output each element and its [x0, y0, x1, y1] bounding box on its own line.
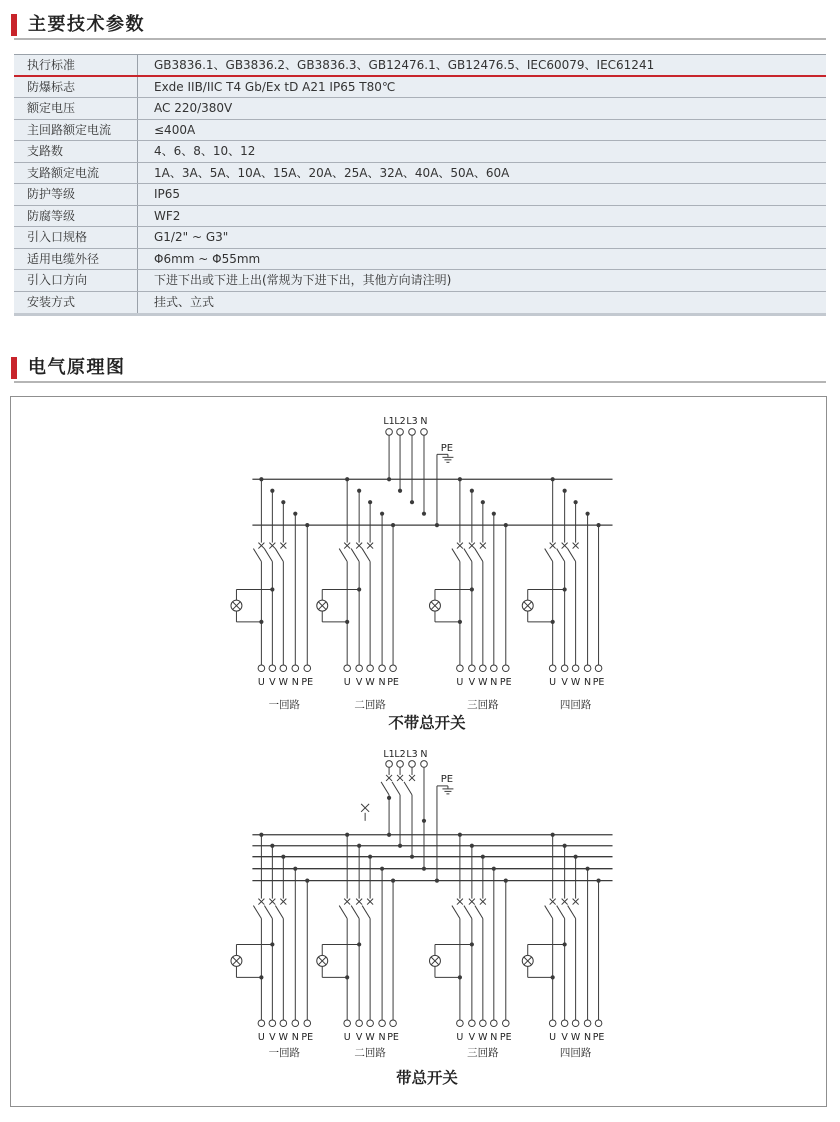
row-label: 引入口方向 [14, 270, 138, 291]
svg-text:V: V [269, 1032, 276, 1044]
row-value: 1A、3A、5A、10A、15A、20A、25A、32A、40A、50A、60A [154, 165, 510, 180]
row-value: GB3836.1、GB3836.2、GB3836.3、GB12476.1、GB12476.5、IEC60079、IEC61241 [154, 58, 655, 72]
row-value: IP65 [154, 187, 181, 201]
svg-text:L1: L1 [383, 415, 395, 427]
row-label: 支路数 [14, 141, 138, 162]
section-divider [14, 38, 826, 40]
circuit-label: 一回路 [268, 699, 301, 712]
svg-text:U: U [549, 677, 557, 689]
svg-text:N: N [378, 1032, 386, 1044]
table-row [14, 77, 826, 99]
svg-text:W: W [278, 1032, 289, 1044]
svg-text:N: N [490, 677, 498, 689]
svg-text:V: V [468, 677, 476, 689]
section-accent-bar [11, 357, 17, 379]
svg-text:L2: L2 [394, 415, 406, 427]
table-row [14, 206, 826, 228]
row-label: 额定电压 [14, 98, 138, 119]
svg-text:W: W [365, 677, 375, 689]
svg-text:U: U [257, 677, 265, 689]
row-value: AC 220/380V [154, 101, 233, 115]
circuit-label: 一回路 [268, 1047, 301, 1060]
table-row [14, 55, 826, 77]
svg-text:PE: PE [499, 677, 512, 689]
section-title-schematic: 电气原理图 [28, 357, 126, 378]
table-row [14, 292, 826, 314]
table-row [14, 120, 826, 142]
svg-text:V: V [355, 1032, 363, 1044]
svg-text:N: N [291, 1032, 299, 1044]
svg-text:PE: PE [387, 677, 399, 689]
svg-text:L3: L3 [406, 748, 418, 760]
svg-text:W: W [478, 1032, 488, 1044]
row-label: 引入口规格 [14, 227, 138, 248]
svg-text:L1: L1 [383, 748, 395, 760]
svg-text:U: U [456, 1032, 464, 1044]
row-label: 防腐等级 [14, 206, 138, 227]
schematic-box [10, 396, 827, 1107]
circuit-label: 三回路 [467, 699, 499, 712]
row-value: Exde IIB/IIC T4 Gb/Ex tD A21 IP65 T80℃ [154, 79, 396, 94]
svg-text:N: N [584, 677, 592, 689]
row-value: 下进下出或下进上出(常规为下进下出，其他方向请注明) [154, 273, 452, 287]
row-value: 4、6、8、10、12 [154, 144, 256, 158]
table-row [14, 163, 826, 185]
svg-text:V: V [561, 1032, 568, 1044]
svg-text:V: V [355, 677, 363, 689]
row-label: 支路额定电流 [14, 163, 138, 184]
diagram1-caption: 不带总开关 [388, 714, 466, 733]
svg-text:L3: L3 [406, 415, 418, 427]
diagram2-caption: 带总开关 [396, 1069, 458, 1088]
row-value: G1/2" ~ G3" [154, 230, 229, 244]
svg-text:V: V [269, 677, 276, 689]
circuit-label: 三回路 [467, 1047, 499, 1060]
table-row [14, 227, 826, 249]
section-title-parameters: 主要技术参数 [28, 14, 145, 35]
circuit-label: 二回路 [354, 1047, 386, 1060]
svg-text:W: W [278, 677, 289, 689]
row-value: ≤400A [154, 122, 196, 137]
svg-text:N: N [378, 677, 386, 689]
schematic-no-main-switch [231, 416, 613, 732]
circuit-label: 二回路 [354, 699, 386, 712]
svg-text:PE: PE [592, 677, 605, 689]
svg-text:V: V [468, 1032, 476, 1044]
row-label: 防护等级 [14, 184, 138, 205]
svg-text:U: U [257, 1032, 265, 1044]
svg-text:N: N [291, 677, 299, 689]
svg-text:N: N [584, 1032, 592, 1044]
section-header-parameters [11, 13, 827, 45]
schematic-with-main-switch [231, 749, 613, 1087]
row-label: 适用电缆外径 [14, 249, 138, 270]
svg-text:PE: PE [301, 1032, 314, 1044]
row-label: 防爆标志 [14, 77, 138, 98]
table-row [14, 141, 826, 163]
svg-text:U: U [343, 1032, 351, 1044]
svg-text:V: V [561, 677, 568, 689]
svg-text:U: U [549, 1032, 557, 1044]
svg-text:N: N [420, 415, 428, 427]
row-value: 挂式、立式 [154, 294, 215, 309]
row-value: WF2 [154, 208, 181, 223]
table-row [14, 249, 826, 271]
svg-text:W: W [365, 1032, 375, 1044]
svg-text:PE: PE [499, 1032, 512, 1044]
svg-text:PE: PE [387, 1032, 399, 1044]
row-value: Φ6mm ~ Φ55mm [154, 251, 261, 266]
svg-text:PE: PE [592, 1032, 605, 1044]
section-header-schematic [11, 356, 827, 388]
electrical-schematics [11, 397, 826, 1106]
svg-text:PE: PE [440, 773, 454, 785]
row-label: 执行标准 [14, 55, 138, 75]
spec-table [14, 54, 826, 316]
row-label: 安装方式 [14, 292, 138, 314]
svg-text:N: N [490, 1032, 498, 1044]
svg-text:U: U [456, 677, 464, 689]
table-row [14, 98, 826, 120]
circuit-label: 四回路 [559, 1047, 592, 1060]
circuit-label: 四回路 [559, 699, 592, 712]
svg-text:W: W [478, 677, 488, 689]
svg-text:W: W [570, 1032, 581, 1044]
svg-text:W: W [570, 677, 581, 689]
table-row [14, 270, 826, 292]
row-label: 主回路额定电流 [14, 120, 138, 141]
table-row [14, 184, 826, 206]
svg-text:L2: L2 [394, 748, 406, 760]
svg-text:PE: PE [301, 677, 314, 689]
section-accent-bar [11, 14, 17, 36]
section-divider [14, 381, 826, 383]
svg-text:N: N [420, 748, 428, 760]
svg-text:U: U [343, 677, 351, 689]
svg-text:PE: PE [440, 442, 454, 454]
